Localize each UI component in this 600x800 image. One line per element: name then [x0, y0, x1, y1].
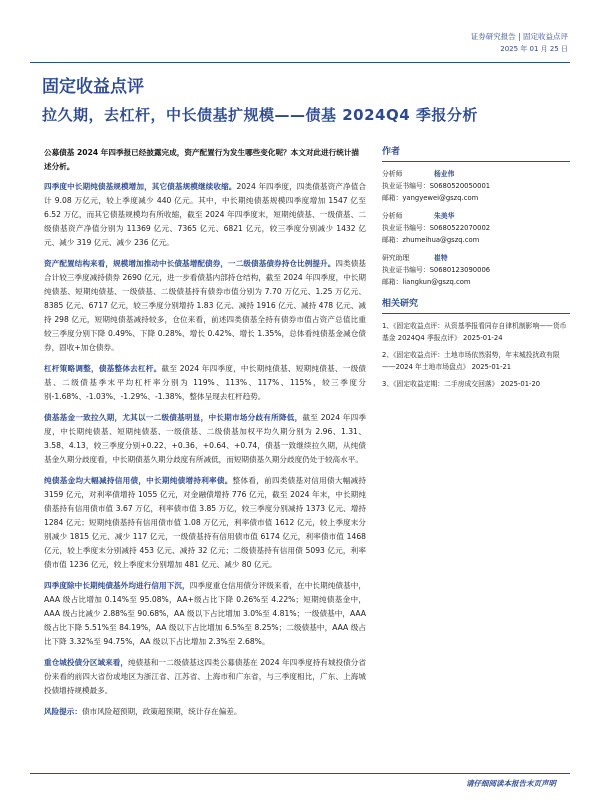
analyst-name: 杨业伟 [434, 170, 455, 178]
sidebar [382, 146, 570, 395]
paragraph [44, 362, 366, 404]
related-report-link[interactable]: 2、《固定收益点评：土地市场依然弱势，年末城投扰政有限——2024 年土地市场盘点》 2025-01-21 [382, 351, 560, 371]
analyst-role: 分析师 [382, 170, 403, 178]
cert-label: 执业证书编号： [382, 224, 430, 232]
paragraph-lead: 四季度除中长期纯债基外均进行信用下沉， [44, 581, 190, 590]
cert-label: 执业证书编号： [382, 266, 430, 274]
paragraph-lead: 四季度中长期纯债基规模增加，其它债基规模继续收缩。 [44, 182, 237, 191]
analyst-email[interactable]: zhumeihua@gszq.com [402, 236, 480, 244]
report-type: 证券研究报告 | 固定收益点评 [470, 32, 568, 41]
paragraph-lead: 资产配置结构来看，规模增加推动中长债基增配债券，一二级债基债券持仓比例提升。 [44, 259, 336, 268]
paragraph-text: 四类债基合计较三季度减持债券 2690 亿元，进一步看债基内部持仓结构，截至 2024 年四季度，中长期纯债基、短期纯债基、一级债基、二级债基持有债券市值分别为 7.70 万亿元、1.25 万亿元、8385 亿元、6717 亿元，较三季度分别增持 1.83 亿元、减持 1916 亿元、减持 478 亿元、减持 298 亿元，短期纯债基减持较多，仓位来看，前述四类债基全持有债券市值占资产总值比重较三季度分别下降 0.49%、下降 0.28%、增长 0.42%、增长 1.35%，总体看纯债基金减仓债券，固收+加仓债券。 [44, 259, 367, 352]
paragraph-text: 纯债基和一二级债基这四类公募债基在 2024 年四季度持有城投债分省份来看的前四大省份或地区为浙江省、江苏省、上海市和广东省，与三季度相比，广东、上海城投债增持规模最多。 [44, 658, 366, 695]
email-label: 邮箱： [382, 278, 403, 286]
email-label: 邮箱： [382, 236, 403, 244]
analyst-block [382, 168, 570, 204]
report-header [471, 30, 568, 56]
paragraph-text: 整体看，前四类债基对信用债大幅减持 3159 亿元，对利率债增持 1055 亿元，对金融债增持 776 亿元，截至 2024 年末，中长期纯债基持有信用债市值 3.67 万亿，利率债市值 3.85 万亿，较三季度分别减持 1373 亿元、增持 1284 亿元；短期纯债基持有信用债市值 1.08 万亿元，利率债市值 1612 亿元，较上季度末分别减少 1815 亿元、减少 117 亿元，一级债基持有信用债市值 6174 亿元，利率债市值 1468 亿元，较上季度末分别减持 453 亿元、减持 32 亿元；二级债基持有信用债 5093 亿元，利率债市值 1236 亿元，较上季度末分别增加 481 亿元、减少 80 亿元。 [44, 476, 367, 569]
risk-note [44, 705, 366, 719]
analyst-role: 分析师 [382, 212, 403, 220]
paragraph-text: 四季度重仓信用债分评级来看，在中长期纯债基中，AAA 级占比增加 0.14%至 95.08%，AA+级占比下降 0.26%至 4.22%；短期纯债基金中，AAA 级占比减少 2.88%至 90.68%，AA 级以下占比增加 3.0%至 4.81%；一级债基中，AAA 级占比下降 5.51%至 84.19%，AA 级以下占比增加 6.5%至 8.25%；二级债基中，AAA 级占比下降 3.32%至 94.75%，AA 级以下占比增加 2.3%至 2.68%。 [44, 581, 366, 646]
analyst-email[interactable]: liangkun@gszq.com [402, 278, 471, 286]
main-column [44, 146, 366, 726]
report-date: 2025 年 01 月 25 日 [500, 45, 568, 53]
paragraph-text: 截至 2024 年四季度，中长期纯债基、短期纯债基、一级债基、二级债基加权平均久期分别为 2.96、1.31、3.58、4.13，较三季度分别+0.22、+0.36、+0.64、+0.74，债基一致继续拉久期，从纯债基金久期分歧度看，中长期债基久期分歧度有所减低，而短期债基久期分歧度仍处于较高水平。 [44, 413, 367, 464]
email-label: 邮箱： [382, 194, 403, 202]
risk-text: 债市风险超预期，政策超预期，统计存在偏差。 [81, 707, 242, 716]
analyst-email[interactable]: yangyewei@gszq.com [402, 194, 479, 202]
paragraph [44, 180, 366, 250]
intro-text: 公募债基 2024 年四季报已经披露完成，资产配置行为发生哪些变化呢？本文对此进行统计描述分析。 [44, 148, 359, 171]
footer-disclaimer: 请仔细阅读本报告末页声明 [466, 779, 556, 788]
cert-number: S0680520050001 [429, 182, 491, 190]
analyst-name: 崔特 [434, 254, 448, 262]
cert-label: 执业证书编号： [382, 182, 430, 190]
analyst-block [382, 210, 570, 246]
cert-number: S0680123090006 [429, 266, 491, 274]
related-report-link[interactable]: 1、《固定收益点评：从资基季报看同存自律机制影响——货币基金 2024Q4 季报点评》 2025-01-24 [382, 322, 567, 342]
paragraph [44, 474, 366, 572]
paragraph-lead: 杠杆策略调整，债基整体去杠杆。 [44, 364, 162, 373]
related-report-link[interactable]: 3、《固定收益定期：二手房成交回落》 2025-01-20 [382, 380, 541, 388]
authors-heading: 作者 [382, 146, 570, 162]
paragraph-lead: 纯债基金均大幅减持信用债，中长期纯债增持利率债。 [44, 476, 233, 485]
paragraph [44, 579, 366, 649]
footer [30, 773, 570, 790]
paragraph [44, 411, 366, 467]
paragraph-text: 2024 年四季度，四类债基资产净值合计 9.08 万亿元，较上季度减少 440 亿元。其中，中长期纯债基规模四季度增加 1547 亿至 6.52 万亿，而其它债基规模均有所收缩，截至 2024 年四季度末，短期纯债基、一级债基、二级债基资产净值分别为 11369 亿元、7365 亿元、6821 亿元，较三季度分别减少 1432 亿元、减少 319 亿元、减少 236 亿元。 [44, 182, 366, 247]
related-heading: 相关研究 [382, 298, 570, 314]
paragraph [44, 257, 366, 355]
paragraph [44, 656, 366, 698]
analyst-block [382, 252, 570, 288]
header-divider [30, 62, 570, 63]
report-title: 拉久期，去杠杆，中长债基扩规模——债基 2024Q4 季报分析 [42, 106, 478, 124]
risk-lead: 风险提示： [44, 707, 82, 716]
paragraph-lead: 重仓城投债分区域来看， [44, 658, 128, 667]
paragraph-text: 截至 2024 年四季度，中长期纯债基、短期纯债基、一级债基、二级债基季末平均杠杆率分别为 119%、113%、117%、115%，较三季度分别-1.68%、-1.03%、-1.29%、-1.38%，整体呈现去杠杆趋势。 [44, 364, 367, 401]
cert-number: S0680522070002 [429, 224, 491, 232]
analyst-name: 朱美华 [434, 212, 455, 220]
analyst-role: 研究助理 [382, 254, 410, 262]
report-kind: 固定收益点评 [42, 77, 144, 97]
paragraph-lead: 债基基金一致拉久期，尤其以一二级债基明显，中长期市场分歧有所降低， [44, 413, 303, 422]
